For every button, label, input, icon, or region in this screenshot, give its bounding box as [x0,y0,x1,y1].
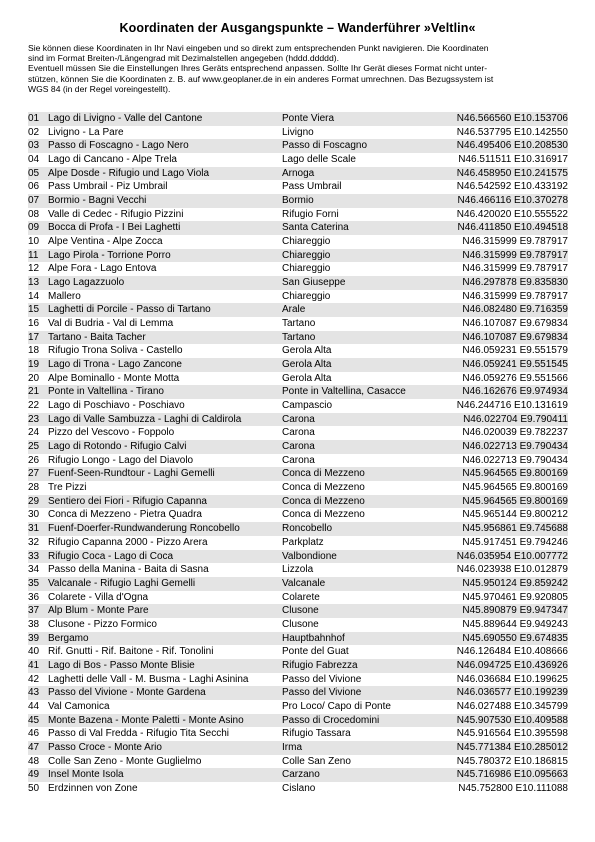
coordinates: N46.107087 E9.679834 [462,318,568,330]
table-row [28,208,568,222]
table-row [28,440,568,454]
row-number: 34 [28,564,40,576]
start-point: Chiareggio [282,249,430,263]
coordinates-table [28,112,568,796]
route-name: Val di Budria - Val di Lemma [48,318,174,330]
row-number: 33 [28,550,48,564]
row-number: 29 [28,495,48,509]
start-point: San Giuseppe [282,276,430,290]
row-number: 43 [28,686,48,700]
start-point: Irma [282,741,430,755]
start-point: Tartano [282,331,430,345]
table-row [28,426,568,440]
route-name: Lago di Trona - Lago Zancone [48,358,282,372]
route-name: Tartano - Baita Tacher [48,331,282,345]
table-row [28,618,568,632]
table-row [28,536,568,550]
start-point: Ponte in Valtellina, Casacce [282,385,430,399]
table-row [28,755,568,769]
table-row [28,604,568,618]
coordinates: N46.315999 E9.787917 [462,290,568,302]
row-number: 22 [28,400,40,412]
row-number: 06 [28,181,40,193]
coordinates: N46.094725 E10.436926 [430,659,568,673]
route-name: Fuenf-Doerfer-Rundwanderung Roncobello [48,522,282,536]
row-number: 25 [28,440,48,454]
coordinates: N45.780372 E10.186815 [456,755,568,767]
start-point: Conca di Mezzeno [282,509,365,521]
route-name: Colle San Zeno - Monte Guglielmo [48,755,202,767]
row-number: 18 [28,345,40,357]
intro-line: Eventuell müssen Sie die Einstellungen Ihres Geräts entsprechend anpassen. Sollte Ihr Gerät dieses Format nicht unter- [28,63,488,74]
row-number: 49 [28,768,48,782]
route-name: Rifugio Longo - Lago del Diavolo [48,454,194,466]
coordinates: N45.907530 E10.409588 [430,714,568,728]
table-row [28,577,568,591]
route-name: Fuenf-Seen-Rundtour - Laghi Gemelli [48,467,282,481]
route-name: Alp Blum - Monte Pare [48,604,282,618]
route-name: Lago di Rotondo - Rifugio Calvi [48,440,282,454]
route-name: Rif. Gnutti - Rif. Baitone - Rif. Tonolini [48,646,214,658]
coordinates: N45.890879 E9.947347 [430,604,568,618]
start-point: Rifugio Tassara [282,728,351,740]
route-name: Rifugio Trona Soliva - Castello [48,345,183,357]
route-name: Passo di Val Fredda - Rifugio Tita Secchi [48,728,230,740]
route-name: Ponte in Valtellina - Tirano [48,385,282,399]
table-row [28,276,568,290]
route-name: Lago di Livigno - Valle del Cantone [48,112,282,126]
row-number: 10 [28,236,40,248]
coordinates: N46.411850 E10.494518 [430,221,568,235]
route-name: Alpe Bominallo - Monte Motta [48,372,180,384]
row-number: 42 [28,673,40,685]
start-point: Valcanale [282,577,430,591]
route-name: Rifugio Coca - Lago di Coca [48,550,282,564]
row-number: 37 [28,604,48,618]
table-row [28,700,568,714]
intro-text [28,43,573,94]
row-number: 20 [28,372,40,384]
start-point: Conca di Mezzeno [282,467,430,481]
coordinates-table-body [28,112,568,796]
coordinates: N46.022713 E9.790434 [462,454,568,466]
table-row [28,467,568,481]
table-row [28,563,568,577]
coordinates: N46.022713 E9.790434 [430,440,568,454]
row-number: 47 [28,741,48,755]
table-row [28,481,568,495]
coordinates: N46.542592 E10.433192 [456,181,568,193]
coordinates: N46.315999 E9.787917 [462,236,568,248]
start-point: Lizzola [282,564,314,576]
coordinates: N45.752800 E10.111088 [458,782,568,794]
table-row [28,112,568,126]
coordinates: N46.059241 E9.551545 [430,358,568,372]
intro-line: sind im Format Breiten-/Längengrad mit Dezimalstellen angegeben (hddd.ddddd). [28,53,339,64]
row-number: 01 [28,112,48,126]
row-number: 30 [28,509,40,521]
row-number: 27 [28,467,48,481]
table-row [28,659,568,673]
start-point: Carona [282,413,430,427]
coordinates: N46.082480 E9.716359 [430,303,568,317]
route-name: Passo del Vivione - Monte Gardena [48,686,282,700]
row-number: 23 [28,413,48,427]
coordinates: N45.964565 E9.800169 [462,482,568,494]
start-point: Ponte Viera [282,112,430,126]
start-point: Livigno [282,126,314,138]
route-name: Lago di Cancano - Alpe Trela [48,154,177,166]
start-point: Carzano [282,768,430,782]
start-point: Passo di Foscagno [282,139,430,153]
start-point: Roncobello [282,522,430,536]
start-point: Colarete [282,591,320,603]
table-row [28,385,568,399]
route-name: Colarete - Villa d'Ogna [48,591,149,603]
table-row [28,153,568,167]
row-number: 44 [28,700,40,712]
coordinates: N45.970461 E9.920805 [462,591,568,603]
table-row [28,714,568,728]
row-number: 02 [28,126,40,138]
start-point: Gerola Alta [282,345,332,357]
row-number: 45 [28,714,48,728]
coordinates: N45.716986 E10.095663 [430,768,568,782]
coordinates: N45.956861 E9.745688 [430,522,568,536]
coordinates: N46.059231 E9.551579 [462,345,568,357]
coordinates: N46.036684 E10.199625 [456,673,568,685]
row-number: 16 [28,318,40,330]
start-point: Clusone [282,604,430,618]
coordinates: N45.965144 E9.800212 [462,509,568,521]
coordinates: N46.022704 E9.790411 [430,413,568,427]
table-row [28,358,568,372]
row-number: 48 [28,755,40,767]
route-name: Passo di Foscagno - Lago Nero [48,139,282,153]
route-name: Val Camonica [48,700,110,712]
coordinates: N46.420020 E10.555522 [456,208,568,220]
route-name: Rifugio Capanna 2000 - Pizzo Arera [48,536,208,548]
table-row [28,591,568,605]
start-point: Pro Loco/ Capo di Ponte [282,700,391,712]
start-point: Cislano [282,782,316,794]
row-number: 05 [28,167,48,181]
coordinates: N46.023938 E10.012879 [456,564,568,576]
route-name: Sentiero dei Fiori - Rifugio Capanna [48,495,282,509]
start-point: Chiareggio [282,263,331,275]
table-row [28,126,568,140]
table-row [28,454,568,468]
table-row [28,180,568,194]
table-row [28,235,568,249]
route-name: Alpe Fora - Lago Entova [48,263,157,275]
route-name: Lago Lagazzuolo [48,276,282,290]
start-point: Carona [282,440,430,454]
table-row [28,741,568,755]
start-point: Valbondione [282,550,430,564]
row-number: 39 [28,632,48,646]
row-number: 03 [28,139,48,153]
row-number: 41 [28,659,48,673]
coordinates: N46.458950 E10.241575 [430,167,568,181]
coordinates: N46.162676 E9.974934 [430,385,568,399]
route-name: Bergamo [48,632,282,646]
coordinates: N46.035954 E10.007772 [430,550,568,564]
coordinates: N46.566560 E10.153706 [430,112,568,126]
row-number: 21 [28,385,48,399]
table-row [28,372,568,386]
route-name: Mallero [48,290,81,302]
route-name: Bormio - Bagni Vecchi [48,194,282,208]
coordinates: N46.126484 E10.408666 [456,646,568,658]
start-point: Passo del Vivione [282,673,362,685]
intro-line: Sie können diese Koordinaten in Ihr Navi eingeben und so direkt zum entsprechenden Punkt navigieren. Die Koordinaten [28,43,489,53]
coordinates: N46.466116 E10.370278 [430,194,568,208]
row-number: 15 [28,303,48,317]
row-number: 35 [28,577,48,591]
table-row [28,645,568,659]
table-row [28,221,568,235]
coordinates: N46.027488 E10.345799 [456,700,568,712]
route-name: Monte Bazena - Monte Paletti - Monte Asino [48,714,282,728]
start-point: Gerola Alta [282,372,332,384]
coordinates: N46.315999 E9.787917 [462,263,568,275]
coordinates: N45.964565 E9.800169 [430,467,568,481]
coordinates: N45.917451 E9.794246 [462,536,568,548]
table-row [28,727,568,741]
start-point: Passo del Vivione [282,686,430,700]
coordinates: N46.036577 E10.199239 [430,686,568,700]
route-name: Livigno - La Pare [48,126,124,138]
table-row [28,194,568,208]
route-name: Valle di Cedec - Rifugio Pizzini [48,208,184,220]
start-point: Colle San Zeno [282,755,351,767]
coordinates: N46.537795 E10.142550 [456,126,568,138]
row-number: 46 [28,728,40,740]
row-number: 09 [28,221,48,235]
start-point: Parkplatz [282,536,324,548]
start-point: Pass Umbrail [282,181,342,193]
table-row [28,344,568,358]
route-name: Bocca di Profa - I Bei Laghetti [48,221,282,235]
route-name: Conca di Mezzeno - Pietra Quadra [48,509,202,521]
row-number: 50 [28,782,40,794]
table-row [28,632,568,646]
table-row [28,249,568,263]
table-row [28,495,568,509]
row-number: 07 [28,194,48,208]
table-row [28,768,568,782]
intro-line: WGS 84 (in der Regel voreingestellt). [28,83,171,94]
start-point: Bormio [282,194,430,208]
table-row [28,331,568,345]
row-number: 26 [28,454,40,466]
start-point: Campascio [282,400,333,412]
start-point: Arale [282,303,430,317]
coordinates: N46.297878 E9.835830 [430,276,568,290]
row-number: 08 [28,208,40,220]
coordinates: N46.315999 E9.787917 [430,249,568,263]
page-title: Koordinaten der Ausgangspunkte – Wanderführer »Veltlin« [119,21,476,35]
coordinates: N46.495406 E10.208530 [430,139,568,153]
row-number: 04 [28,154,40,166]
start-point: Rifugio Forni [282,208,339,220]
start-point: Tartano [282,318,316,330]
route-name: Pass Umbrail - Piz Umbrail [48,181,168,193]
table-row [28,317,568,331]
table-row [28,399,568,413]
coordinates: N45.964565 E9.800169 [430,495,568,509]
start-point: Carona [282,427,315,439]
row-number: 24 [28,427,40,439]
coordinates: N45.950124 E9.859242 [430,577,568,591]
row-number: 14 [28,290,40,302]
start-point: Conca di Mezzeno [282,495,430,509]
row-number: 36 [28,591,40,603]
coordinates: N46.511511 E10.316917 [458,154,568,166]
row-number: 11 [28,249,48,263]
table-row [28,673,568,687]
row-number: 19 [28,358,48,372]
table-row [28,303,568,317]
start-point: Passo di Crocedomini [282,714,430,728]
coordinates: N46.020039 E9.782237 [462,427,568,439]
coordinates: N45.889644 E9.949243 [462,618,568,630]
start-point: Gerola Alta [282,358,430,372]
table-row [28,782,568,796]
table-row [28,262,568,276]
row-number: 38 [28,618,40,630]
route-name: Alpe Ventina - Alpe Zocca [48,236,163,248]
route-name: Tre Pizzi [48,482,87,494]
route-name: Pizzo del Vescovo - Foppolo [48,427,175,439]
start-point: Clusone [282,618,319,630]
route-name: Lago di Bos - Passo Monte Blisie [48,659,282,673]
table-row [28,413,568,427]
start-point: Santa Caterina [282,221,430,235]
row-number: 31 [28,522,48,536]
coordinates: N45.916564 E10.395598 [456,728,568,740]
table-row [28,139,568,153]
coordinates: N46.107087 E9.679834 [430,331,568,345]
table-row [28,550,568,564]
route-name: Passo della Manina - Baita di Sasna [48,564,209,576]
row-number: 28 [28,482,40,494]
table-row [28,686,568,700]
route-name: Lago di Poschiavo - Poschiavo [48,400,185,412]
route-name: Laghetti delle Vall - M. Busma - Laghi Asinina [48,673,249,685]
start-point: Arnoga [282,167,430,181]
table-row [28,290,568,304]
row-number: 40 [28,646,40,658]
route-name: Laghetti di Porcile - Passo di Tartano [48,303,282,317]
start-point: Rifugio Fabrezza [282,659,430,673]
route-name: Alpe Dosde - Rifugio und Lago Viola [48,167,282,181]
intro-line: stützen, können Sie die Koordinaten z. B. auf www.geoplaner.de in ein anderes Format umrechnen. Das Bezugssystem ist [28,73,494,84]
route-name: Lago Pirola - Torrione Porro [48,249,282,263]
route-name: Lago di Valle Sambuzza - Laghi di Caldirola [48,413,282,427]
coordinates: N46.244716 E10.131619 [456,400,568,412]
route-name: Valcanale - Rifugio Laghi Gemelli [48,577,282,591]
coordinates: N45.690550 E9.674835 [430,632,568,646]
table-row [28,167,568,181]
coordinates: N45.771384 E10.285012 [430,741,568,755]
start-point: Ponte del Guat [282,646,349,658]
start-point: Chiareggio [282,290,331,302]
start-point: Carona [282,454,315,466]
route-name: Insel Monte Isola [48,768,282,782]
coordinates: N46.059276 E9.551566 [462,372,568,384]
route-name: Erdzinnen von Zone [48,782,138,794]
route-name: Clusone - Pizzo Formico [48,618,157,630]
row-number: 13 [28,276,48,290]
start-point: Conca di Mezzeno [282,482,365,494]
row-number: 32 [28,536,40,548]
start-point: Chiareggio [282,236,331,248]
route-name: Passo Croce - Monte Ario [48,741,282,755]
start-point: Hauptbahnhof [282,632,430,646]
table-row [28,508,568,522]
row-number: 17 [28,331,48,345]
start-point: Lago delle Scale [282,154,356,166]
table-row [28,522,568,536]
row-number: 12 [28,263,40,275]
